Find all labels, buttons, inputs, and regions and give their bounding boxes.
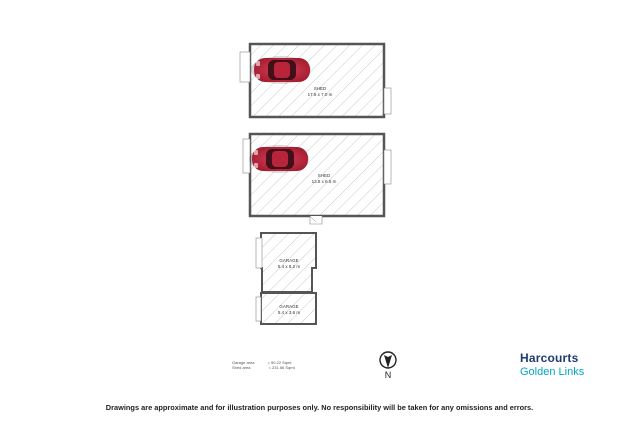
logo-subtitle: Golden Links [520,366,585,378]
room-name: SHED [313,86,327,91]
shed-area-label: Shed area [232,365,251,370]
shed-area-row [232,365,295,370]
garage-area-value: = 50.22 Sqmt [267,360,292,365]
room-dims: 5.4 x 8.2 m [277,263,301,269]
room-name: SHED [317,173,331,178]
area-summary [232,360,295,370]
disclaimer-text: Drawings are approximate and for illustration purposes only. No responsibility will be taken for any omissions and errors. [105,403,534,412]
north-compass-icon [378,351,398,381]
logo-name: Harcourts [520,351,579,365]
north-letter: N [384,370,392,380]
brand-logo [520,352,610,379]
room-dims: 5.4 x 3.6 m [277,309,301,315]
car-icon [249,145,309,173]
room-dims: 17.6 x 7.0 m [307,91,333,97]
room-label-garage-1 [278,258,300,269]
room-label-garage-2 [278,304,300,315]
room-label-shed-1 [308,86,333,97]
room-label-shed-2 [312,173,337,184]
shed-area-value: = 231.66 Sqmt [268,365,295,370]
garage-area-label: Garage area [232,360,255,365]
car-icon [251,56,311,84]
room-name: GARAGE [279,304,299,309]
room-dims: 13.8 x 6.5 m [311,178,337,184]
room-name: GARAGE [279,258,299,263]
